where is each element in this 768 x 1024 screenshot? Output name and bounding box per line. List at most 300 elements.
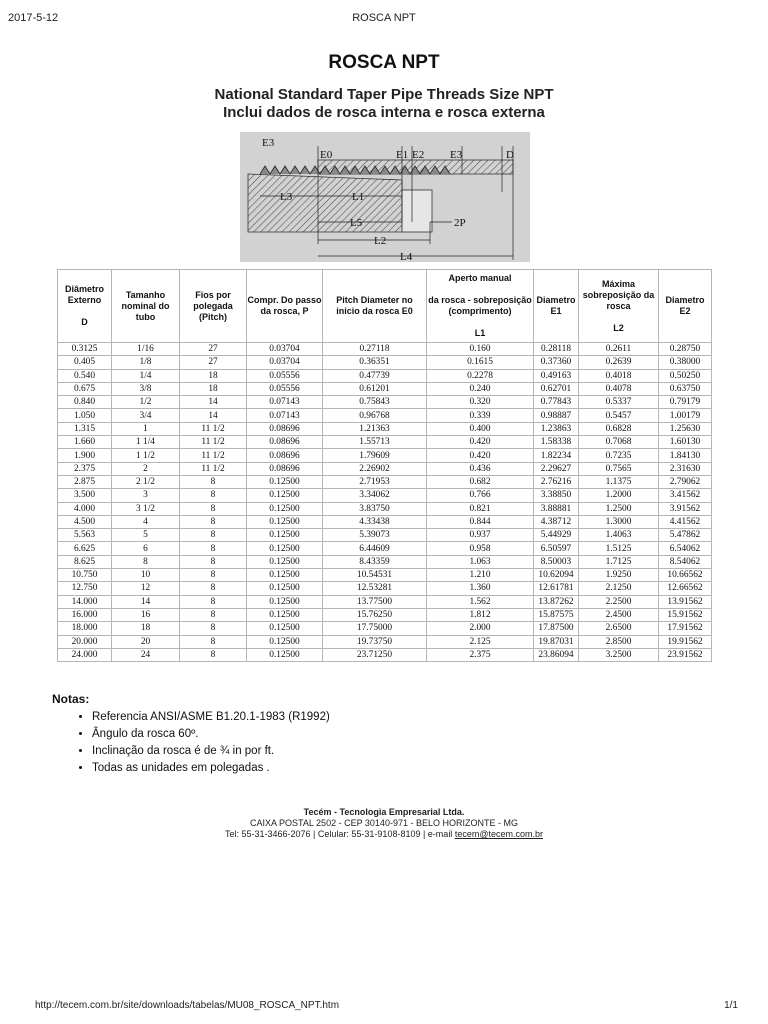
table-cell: 0.28750 bbox=[659, 343, 712, 356]
header-line: Diâmetro bbox=[64, 284, 104, 294]
table-cell: 0.05556 bbox=[247, 382, 323, 395]
npt-thread-table bbox=[57, 269, 712, 662]
table-cell: 5.44929 bbox=[534, 529, 579, 542]
table-cell: 16 bbox=[112, 608, 180, 621]
table-cell: 0.50250 bbox=[659, 369, 712, 382]
table-cell: 2.71953 bbox=[323, 475, 427, 488]
table-cell: 1.55713 bbox=[323, 436, 427, 449]
header-diameter-e2 bbox=[659, 270, 712, 343]
table-cell: 12.53281 bbox=[323, 582, 427, 595]
table-cell: 0.12500 bbox=[247, 648, 323, 661]
document-subtitle-2: Inclui dados de rosca interna e rosca externa bbox=[223, 104, 545, 121]
table-cell: 2.375 bbox=[58, 462, 112, 475]
table-cell: 1.050 bbox=[58, 409, 112, 422]
table-cell: 18 bbox=[180, 369, 247, 382]
table-cell: 8 bbox=[180, 555, 247, 568]
table-cell: 1.5125 bbox=[579, 542, 659, 555]
table-cell: 3.83750 bbox=[323, 502, 427, 515]
table-cell: 0.12500 bbox=[247, 582, 323, 595]
table-cell: 1/8 bbox=[112, 356, 180, 369]
table-cell: 2.29627 bbox=[534, 462, 579, 475]
header-line: Diametro bbox=[536, 295, 576, 305]
table-cell: 11 1/2 bbox=[180, 449, 247, 462]
table-row bbox=[58, 555, 712, 568]
table-cell: 0.12500 bbox=[247, 542, 323, 555]
table-cell: 3 bbox=[112, 489, 180, 502]
table-cell: 1.82234 bbox=[534, 449, 579, 462]
table-cell: 0.937 bbox=[427, 529, 534, 542]
table-cell: 4.500 bbox=[58, 515, 112, 528]
table-row bbox=[58, 475, 712, 488]
table-cell: 8 bbox=[180, 569, 247, 582]
table-row bbox=[58, 343, 712, 356]
table-cell: 0.98887 bbox=[534, 409, 579, 422]
table-cell: 1.23863 bbox=[534, 422, 579, 435]
table-cell: 0.12500 bbox=[247, 569, 323, 582]
table-cell: 27 bbox=[180, 356, 247, 369]
table-cell: 23.91562 bbox=[659, 648, 712, 661]
table-cell: 19.87031 bbox=[534, 635, 579, 648]
table-cell: 0.821 bbox=[427, 502, 534, 515]
table-cell: 1/2 bbox=[112, 396, 180, 409]
table-cell: 4.33438 bbox=[323, 515, 427, 528]
table-cell: 0.405 bbox=[58, 356, 112, 369]
header-nominal-size bbox=[112, 270, 180, 343]
table-header-row bbox=[58, 270, 712, 343]
table-cell: 3.38850 bbox=[534, 489, 579, 502]
table-cell: 8 bbox=[180, 608, 247, 621]
table-cell: 4.38712 bbox=[534, 515, 579, 528]
diagram-label-l2: L2 bbox=[374, 235, 387, 247]
table-cell: 0.38000 bbox=[659, 356, 712, 369]
table-cell: 2.375 bbox=[427, 648, 534, 661]
table-cell: 14.000 bbox=[58, 595, 112, 608]
table-cell: 1/16 bbox=[112, 343, 180, 356]
header-diameter-external bbox=[58, 270, 112, 343]
table-cell: 3.34062 bbox=[323, 489, 427, 502]
table-cell: 0.36351 bbox=[323, 356, 427, 369]
diagram-label-e3-right: E3 bbox=[450, 149, 463, 161]
header-threads-per-inch bbox=[180, 270, 247, 343]
table-cell: 1.7125 bbox=[579, 555, 659, 568]
table-cell: 0.339 bbox=[427, 409, 534, 422]
table-cell: 18 bbox=[180, 382, 247, 395]
table-row bbox=[58, 529, 712, 542]
table-cell: 1.660 bbox=[58, 436, 112, 449]
header-line: Fios por bbox=[195, 289, 231, 300]
header-line: Compr. Do passo bbox=[247, 295, 322, 305]
document-title: ROSCA NPT bbox=[328, 52, 440, 73]
table-cell: 0.840 bbox=[58, 396, 112, 409]
table-row bbox=[58, 569, 712, 582]
table-cell: 5 bbox=[112, 529, 180, 542]
table-cell: 19.73750 bbox=[323, 635, 427, 648]
company-phones: Tel: 55-31-3466-2076 | Celular: 55-31-9108-8109 | e-mail bbox=[225, 829, 453, 839]
table-cell: 0.12500 bbox=[247, 622, 323, 635]
table-cell: 2.31630 bbox=[659, 462, 712, 475]
table-cell: 8 bbox=[180, 542, 247, 555]
table-row bbox=[58, 449, 712, 462]
table-cell: 4 bbox=[112, 515, 180, 528]
table-cell: 0.2611 bbox=[579, 343, 659, 356]
table-cell: 0.61201 bbox=[323, 382, 427, 395]
table-cell: 1 bbox=[112, 422, 180, 435]
table-cell: 27 bbox=[180, 343, 247, 356]
table-cell: 8.54062 bbox=[659, 555, 712, 568]
table-cell: 1.84130 bbox=[659, 449, 712, 462]
table-cell: 0.49163 bbox=[534, 369, 579, 382]
table-row bbox=[58, 608, 712, 621]
table-cell: 0.12500 bbox=[247, 489, 323, 502]
table-cell: 14 bbox=[180, 409, 247, 422]
diagram-label-e3-left: E3 bbox=[262, 137, 275, 149]
table-cell: 0.08696 bbox=[247, 449, 323, 462]
table-cell: 0.160 bbox=[427, 343, 534, 356]
table-cell: 12 bbox=[112, 582, 180, 595]
table-cell: 0.7565 bbox=[579, 462, 659, 475]
header-line: Diametro bbox=[665, 295, 705, 305]
header-line: E2 bbox=[679, 306, 691, 316]
table-cell: 0.7068 bbox=[579, 436, 659, 449]
company-contact bbox=[0, 829, 768, 839]
table-cell: 10 bbox=[112, 569, 180, 582]
table-row bbox=[58, 369, 712, 382]
table-cell: 0.12500 bbox=[247, 555, 323, 568]
table-cell: 6.50597 bbox=[534, 542, 579, 555]
table-cell: 1.60130 bbox=[659, 436, 712, 449]
table-cell: 0.77843 bbox=[534, 396, 579, 409]
npt-thread-diagram bbox=[240, 132, 530, 262]
table-cell: 8 bbox=[180, 515, 247, 528]
table-cell: 20.000 bbox=[58, 635, 112, 648]
company-address: CAIXA POSTAL 2502 - CEP 30140-971 - BELO HORIZONTE - MG bbox=[250, 818, 518, 828]
table-row bbox=[58, 502, 712, 515]
table-cell: 0.08696 bbox=[247, 422, 323, 435]
table-cell: 13.87262 bbox=[534, 595, 579, 608]
header-max-engagement-l2 bbox=[579, 270, 659, 343]
table-cell: 15.76250 bbox=[323, 608, 427, 621]
table-cell: 0.27118 bbox=[323, 343, 427, 356]
table-cell: 8 bbox=[180, 635, 247, 648]
table-cell: 1.562 bbox=[427, 595, 534, 608]
table-cell: 0.08696 bbox=[247, 462, 323, 475]
table-cell: 1.360 bbox=[427, 582, 534, 595]
table-row bbox=[58, 462, 712, 475]
table-cell: 8 bbox=[180, 595, 247, 608]
header-line: L1 bbox=[474, 328, 486, 338]
header-line bbox=[58, 306, 111, 317]
table-cell: 1.1375 bbox=[579, 475, 659, 488]
note-item: • Todas as unidades em polegadas . bbox=[92, 760, 330, 777]
table-cell: 0.766 bbox=[427, 489, 534, 502]
table-cell: 12.61781 bbox=[534, 582, 579, 595]
header-line: (comprimento) bbox=[448, 306, 512, 316]
header-line: rosca bbox=[606, 300, 631, 311]
table-cell: 1 1/4 bbox=[112, 436, 180, 449]
table-cell: 0.63750 bbox=[659, 382, 712, 395]
table-cell: 24.000 bbox=[58, 648, 112, 661]
table-cell: 0.96768 bbox=[323, 409, 427, 422]
table-cell: 12.66562 bbox=[659, 582, 712, 595]
header-line: nominal do bbox=[121, 300, 170, 311]
table-cell: 1.210 bbox=[427, 569, 534, 582]
table-cell: 3/4 bbox=[112, 409, 180, 422]
table-cell: 3.41562 bbox=[659, 489, 712, 502]
table-cell: 0.4078 bbox=[579, 382, 659, 395]
table-cell: 0.03704 bbox=[247, 356, 323, 369]
diagram-label-e1: E1 bbox=[396, 149, 409, 161]
header-line bbox=[579, 312, 658, 323]
table-cell: 0.240 bbox=[427, 382, 534, 395]
company-name: Tecém - Tecnologia Empresarial Ltda. bbox=[303, 807, 465, 817]
table-cell: 0.75843 bbox=[323, 396, 427, 409]
table-cell: 2.6500 bbox=[579, 622, 659, 635]
table-cell: 0.12500 bbox=[247, 608, 323, 621]
table-row bbox=[58, 436, 712, 449]
table-cell: 6.44609 bbox=[323, 542, 427, 555]
table-cell: 2.26902 bbox=[323, 462, 427, 475]
table-row bbox=[58, 396, 712, 409]
table-cell: 0.436 bbox=[427, 462, 534, 475]
table-cell: 17.75000 bbox=[323, 622, 427, 635]
table-cell: 17.87500 bbox=[534, 622, 579, 635]
table-cell: 12.750 bbox=[58, 582, 112, 595]
table-cell: 8 bbox=[180, 529, 247, 542]
table-cell: 6 bbox=[112, 542, 180, 555]
table-cell: 1 1/2 bbox=[112, 449, 180, 462]
table-row bbox=[58, 422, 712, 435]
header-line: D bbox=[81, 317, 88, 327]
table-body bbox=[58, 343, 712, 662]
table-cell: 16.000 bbox=[58, 608, 112, 621]
table-cell: 1.315 bbox=[58, 422, 112, 435]
header-line: Máxima bbox=[601, 278, 636, 289]
table-cell: 0.1615 bbox=[427, 356, 534, 369]
table-cell: 10.62094 bbox=[534, 569, 579, 582]
table-cell: 10.66562 bbox=[659, 569, 712, 582]
table-cell: 10.750 bbox=[58, 569, 112, 582]
diagram-label-2p: 2P bbox=[454, 217, 466, 229]
note-item: • Inclinação da rosca é de ¾ in por ft. bbox=[92, 743, 330, 760]
table-row bbox=[58, 582, 712, 595]
table-cell: 8.625 bbox=[58, 555, 112, 568]
table-cell: 15.91562 bbox=[659, 608, 712, 621]
table-cell: 0.12500 bbox=[247, 595, 323, 608]
table-cell: 0.320 bbox=[427, 396, 534, 409]
table-row bbox=[58, 595, 712, 608]
table-cell: 0.62701 bbox=[534, 382, 579, 395]
diagram-label-e2: E2 bbox=[412, 149, 425, 161]
table-cell: 0.7235 bbox=[579, 449, 659, 462]
note-item: • Ângulo da rosca 60º. bbox=[92, 726, 330, 743]
table-cell: 0.12500 bbox=[247, 502, 323, 515]
table-cell: 2 bbox=[112, 462, 180, 475]
table-cell: 0.47739 bbox=[323, 369, 427, 382]
table-cell: 1.063 bbox=[427, 555, 534, 568]
table-cell: 0.958 bbox=[427, 542, 534, 555]
table-cell: 2.1250 bbox=[579, 582, 659, 595]
table-cell: 15.87575 bbox=[534, 608, 579, 621]
table-cell: 3.91562 bbox=[659, 502, 712, 515]
table-cell: 18.000 bbox=[58, 622, 112, 635]
table-cell: 0.08696 bbox=[247, 436, 323, 449]
table-row bbox=[58, 515, 712, 528]
table-cell: 5.47862 bbox=[659, 529, 712, 542]
table-cell: 2.8500 bbox=[579, 635, 659, 648]
table-cell: 0.07143 bbox=[247, 409, 323, 422]
table-cell: 2.79062 bbox=[659, 475, 712, 488]
header-line: L2 bbox=[613, 322, 624, 333]
table-cell: 1.812 bbox=[427, 608, 534, 621]
diagram-label-l1: L1 bbox=[352, 191, 365, 203]
table-cell: 3.2500 bbox=[579, 648, 659, 661]
table-cell: 5.39073 bbox=[323, 529, 427, 542]
header-line: da rosca - sobreposição bbox=[428, 295, 532, 305]
table-cell: 0.6828 bbox=[579, 422, 659, 435]
table-cell: 0.07143 bbox=[247, 396, 323, 409]
table-cell: 8 bbox=[180, 475, 247, 488]
table-cell: 17.91562 bbox=[659, 622, 712, 635]
header-hand-tight-engagement-l1 bbox=[427, 270, 534, 343]
table-row bbox=[58, 409, 712, 422]
table-cell: 2.125 bbox=[427, 635, 534, 648]
table-cell: 1.9250 bbox=[579, 569, 659, 582]
table-cell: 0.2639 bbox=[579, 356, 659, 369]
header-line: Aperto manual bbox=[448, 273, 512, 283]
table-cell: 4.41562 bbox=[659, 515, 712, 528]
table-cell: 0.79179 bbox=[659, 396, 712, 409]
table-cell: 6.54062 bbox=[659, 542, 712, 555]
table-cell: 2 1/2 bbox=[112, 475, 180, 488]
table-cell: 11 1/2 bbox=[180, 462, 247, 475]
diagram-label-d: D bbox=[506, 149, 514, 161]
table-cell: 1.2500 bbox=[579, 502, 659, 515]
table-row bbox=[58, 635, 712, 648]
table-cell: 8 bbox=[180, 502, 247, 515]
table-cell: 8 bbox=[180, 489, 247, 502]
table-cell: 2.000 bbox=[427, 622, 534, 635]
table-cell: 0.12500 bbox=[247, 515, 323, 528]
table-cell: 0.2278 bbox=[427, 369, 534, 382]
table-cell: 1.58338 bbox=[534, 436, 579, 449]
diagram-label-l3: L3 bbox=[280, 191, 293, 203]
print-url: http://tecem.com.br/site/downloads/tabelas/MU08_ROSCA_NPT.htm bbox=[35, 1000, 340, 1011]
table-cell: 0.12500 bbox=[247, 475, 323, 488]
table-cell: 8 bbox=[180, 582, 247, 595]
table-cell: 8.43359 bbox=[323, 555, 427, 568]
header-line: inicio da rosca E0 bbox=[336, 306, 413, 316]
table-row bbox=[58, 356, 712, 369]
table-cell: 13.77500 bbox=[323, 595, 427, 608]
table-cell: 0.5457 bbox=[579, 409, 659, 422]
table-cell: 0.4018 bbox=[579, 369, 659, 382]
table-cell: 3 1/2 bbox=[112, 502, 180, 515]
header-pitch-diameter-e0 bbox=[323, 270, 427, 343]
table-cell: 8 bbox=[112, 555, 180, 568]
table-cell: 4.000 bbox=[58, 502, 112, 515]
table-cell: 2.4500 bbox=[579, 608, 659, 621]
table-cell: 0.5337 bbox=[579, 396, 659, 409]
table-cell: 5.563 bbox=[58, 529, 112, 542]
header-line: polegada bbox=[193, 300, 233, 311]
table-cell: 1.00179 bbox=[659, 409, 712, 422]
table-cell: 0.420 bbox=[427, 449, 534, 462]
table-cell: 8 bbox=[180, 622, 247, 635]
table-row bbox=[58, 542, 712, 555]
table-cell: 18 bbox=[112, 622, 180, 635]
table-cell: 10.54531 bbox=[323, 569, 427, 582]
table-cell: 1/4 bbox=[112, 369, 180, 382]
table-row bbox=[58, 648, 712, 661]
table-cell: 3.88881 bbox=[534, 502, 579, 515]
diagram-label-l5: L5 bbox=[350, 217, 363, 229]
table-cell: 0.05556 bbox=[247, 369, 323, 382]
header-diameter-e1 bbox=[534, 270, 579, 343]
table-cell: 0.28118 bbox=[534, 343, 579, 356]
notes-title: Notas: bbox=[52, 692, 90, 706]
diagram-label-l4: L4 bbox=[400, 251, 413, 262]
table-cell: 1.3000 bbox=[579, 515, 659, 528]
table-cell: 0.37360 bbox=[534, 356, 579, 369]
header-line: Tamanho bbox=[125, 289, 166, 300]
table-cell: 23.86094 bbox=[534, 648, 579, 661]
table-cell: 0.844 bbox=[427, 515, 534, 528]
header-pitch-length bbox=[247, 270, 323, 343]
header-line: Pitch Diameter no bbox=[336, 295, 413, 305]
table-cell: 0.12500 bbox=[247, 635, 323, 648]
header-line bbox=[427, 284, 533, 295]
table-cell: 3/8 bbox=[112, 382, 180, 395]
table-cell: 19.91562 bbox=[659, 635, 712, 648]
table-cell: 0.682 bbox=[427, 475, 534, 488]
print-page-title: ROSCA NPT bbox=[352, 12, 416, 24]
table-cell: 0.12500 bbox=[247, 529, 323, 542]
table-cell: 1.21363 bbox=[323, 422, 427, 435]
header-line: (Pitch) bbox=[199, 311, 227, 322]
table-cell: 1.25630 bbox=[659, 422, 712, 435]
table-row bbox=[58, 382, 712, 395]
table-cell: 0.03704 bbox=[247, 343, 323, 356]
notes-list bbox=[52, 709, 330, 777]
company-email-link[interactable]: tecem@tecem.com.br bbox=[454, 829, 543, 839]
table-cell: 14 bbox=[180, 396, 247, 409]
table-cell: 13.91562 bbox=[659, 595, 712, 608]
header-line: Externo bbox=[67, 295, 102, 305]
header-line: sobreposição da bbox=[582, 289, 655, 300]
table-row bbox=[58, 489, 712, 502]
table-cell: 1.4063 bbox=[579, 529, 659, 542]
header-line: E1 bbox=[550, 306, 562, 316]
table-cell: 14 bbox=[112, 595, 180, 608]
table-cell: 3.500 bbox=[58, 489, 112, 502]
table-cell: 8.50003 bbox=[534, 555, 579, 568]
table-cell: 20 bbox=[112, 635, 180, 648]
document-subtitle-1: National Standard Taper Pipe Threads Size NPT bbox=[214, 86, 554, 103]
note-item: • Referencia ANSI/ASME B1.20.1-1983 (R1992) bbox=[92, 709, 330, 726]
header-line: tubo bbox=[135, 311, 156, 322]
table-cell: 0.420 bbox=[427, 436, 534, 449]
header-line: da rosca, P bbox=[260, 306, 309, 316]
print-page-number: 1/1 bbox=[724, 1000, 738, 1011]
table-cell: 24 bbox=[112, 648, 180, 661]
diagram-label-e0: E0 bbox=[320, 149, 333, 161]
table-cell: 1.2000 bbox=[579, 489, 659, 502]
table-cell: 0.675 bbox=[58, 382, 112, 395]
table-cell: 0.540 bbox=[58, 369, 112, 382]
table-cell: 0.3125 bbox=[58, 343, 112, 356]
table-cell: 8 bbox=[180, 648, 247, 661]
table-cell: 1.900 bbox=[58, 449, 112, 462]
